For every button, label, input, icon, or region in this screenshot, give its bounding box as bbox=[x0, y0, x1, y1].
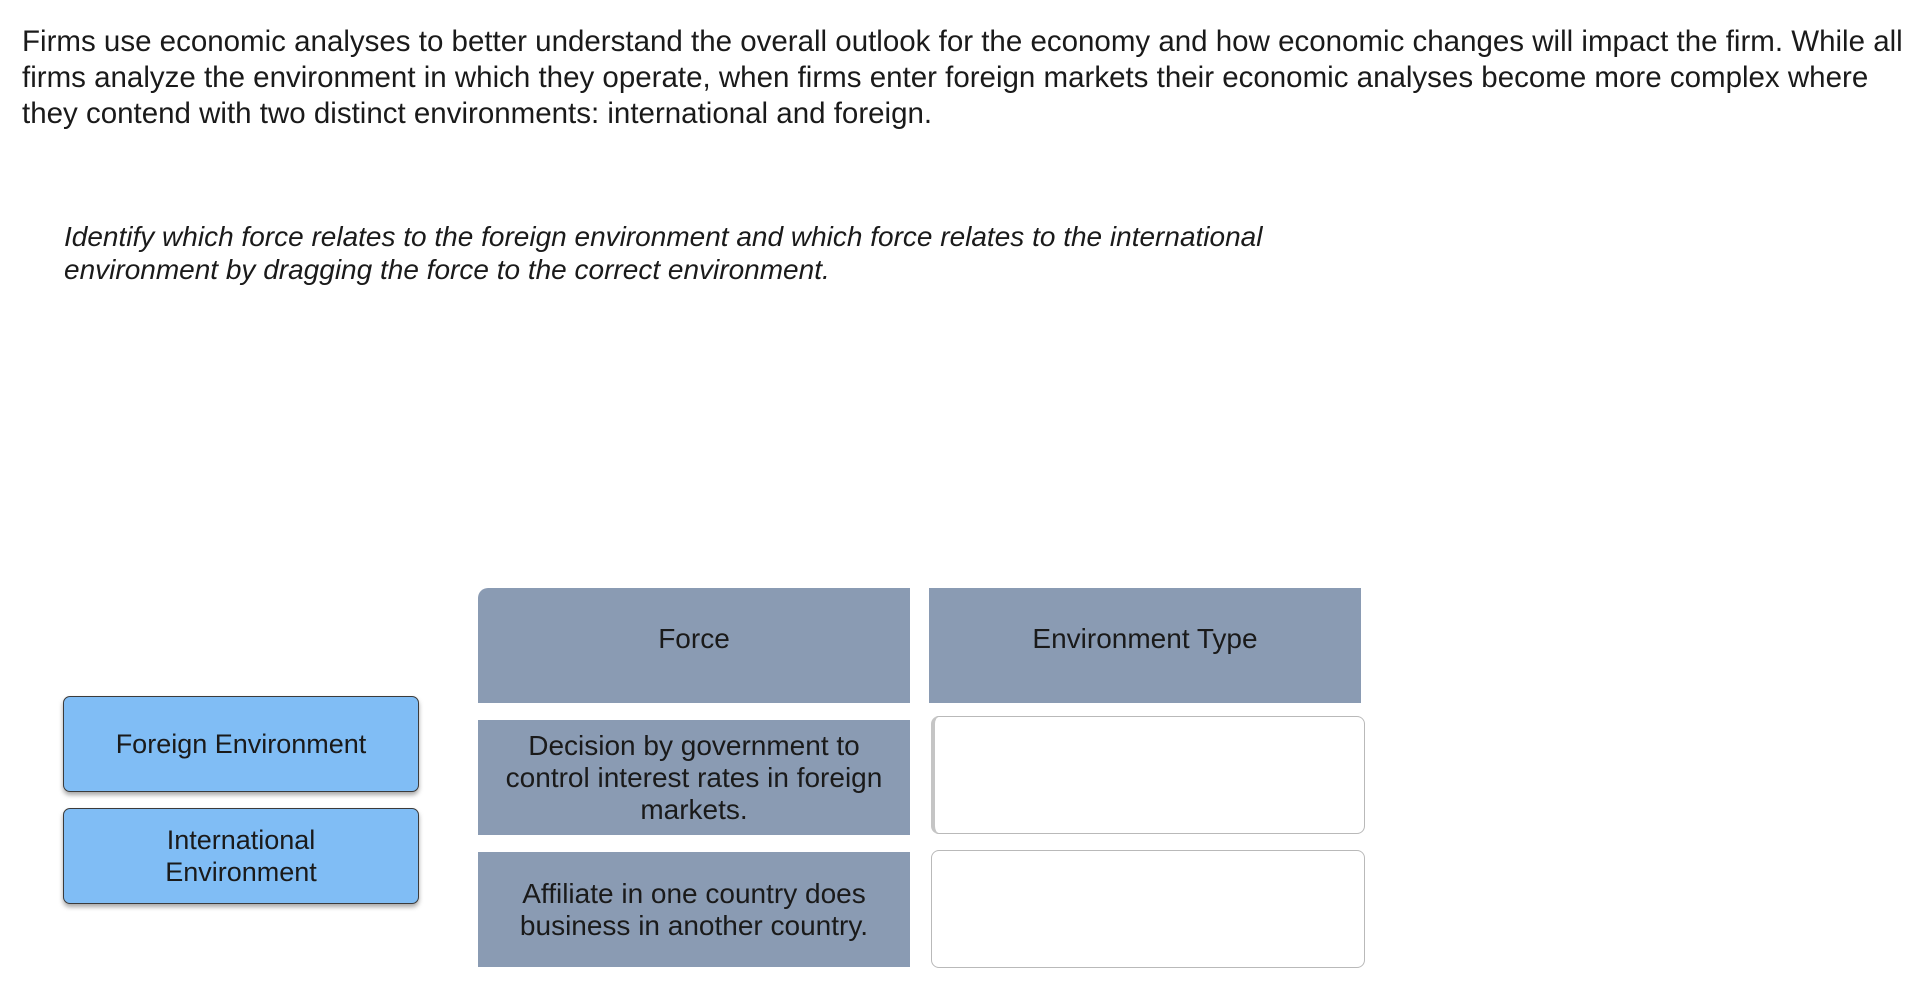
instructions-text: Identify which force relates to the foreign environment and which force relates to the international environment by dragging the force to the correct environment. bbox=[64, 221, 1263, 285]
column-header-environment-type: Environment Type bbox=[929, 588, 1361, 703]
force-cell-row-2: Affiliate in one country does business in another country. bbox=[478, 852, 910, 967]
draggable-foreign-environment[interactable]: Foreign Environment bbox=[63, 696, 419, 792]
draggable-international-environment[interactable] bbox=[63, 808, 419, 904]
drop-zone-row-1[interactable] bbox=[931, 716, 1365, 834]
draggable-international-environment-label: International Environment bbox=[165, 825, 317, 887]
force-cell-row-1: Decision by government to control interest rates in foreign markets. bbox=[478, 720, 910, 835]
column-header-force: Force bbox=[478, 588, 910, 703]
drop-zone-row-2[interactable] bbox=[931, 850, 1365, 968]
intro-paragraph: Firms use economic analyses to better understand the overall outlook for the economy and how economic changes will impact the firm. While all firms analyze the environment in which they operate, when firms enter foreign markets their economic analyses become more complex where they contend with two distinct environments: international and foreign. bbox=[22, 25, 1903, 130]
